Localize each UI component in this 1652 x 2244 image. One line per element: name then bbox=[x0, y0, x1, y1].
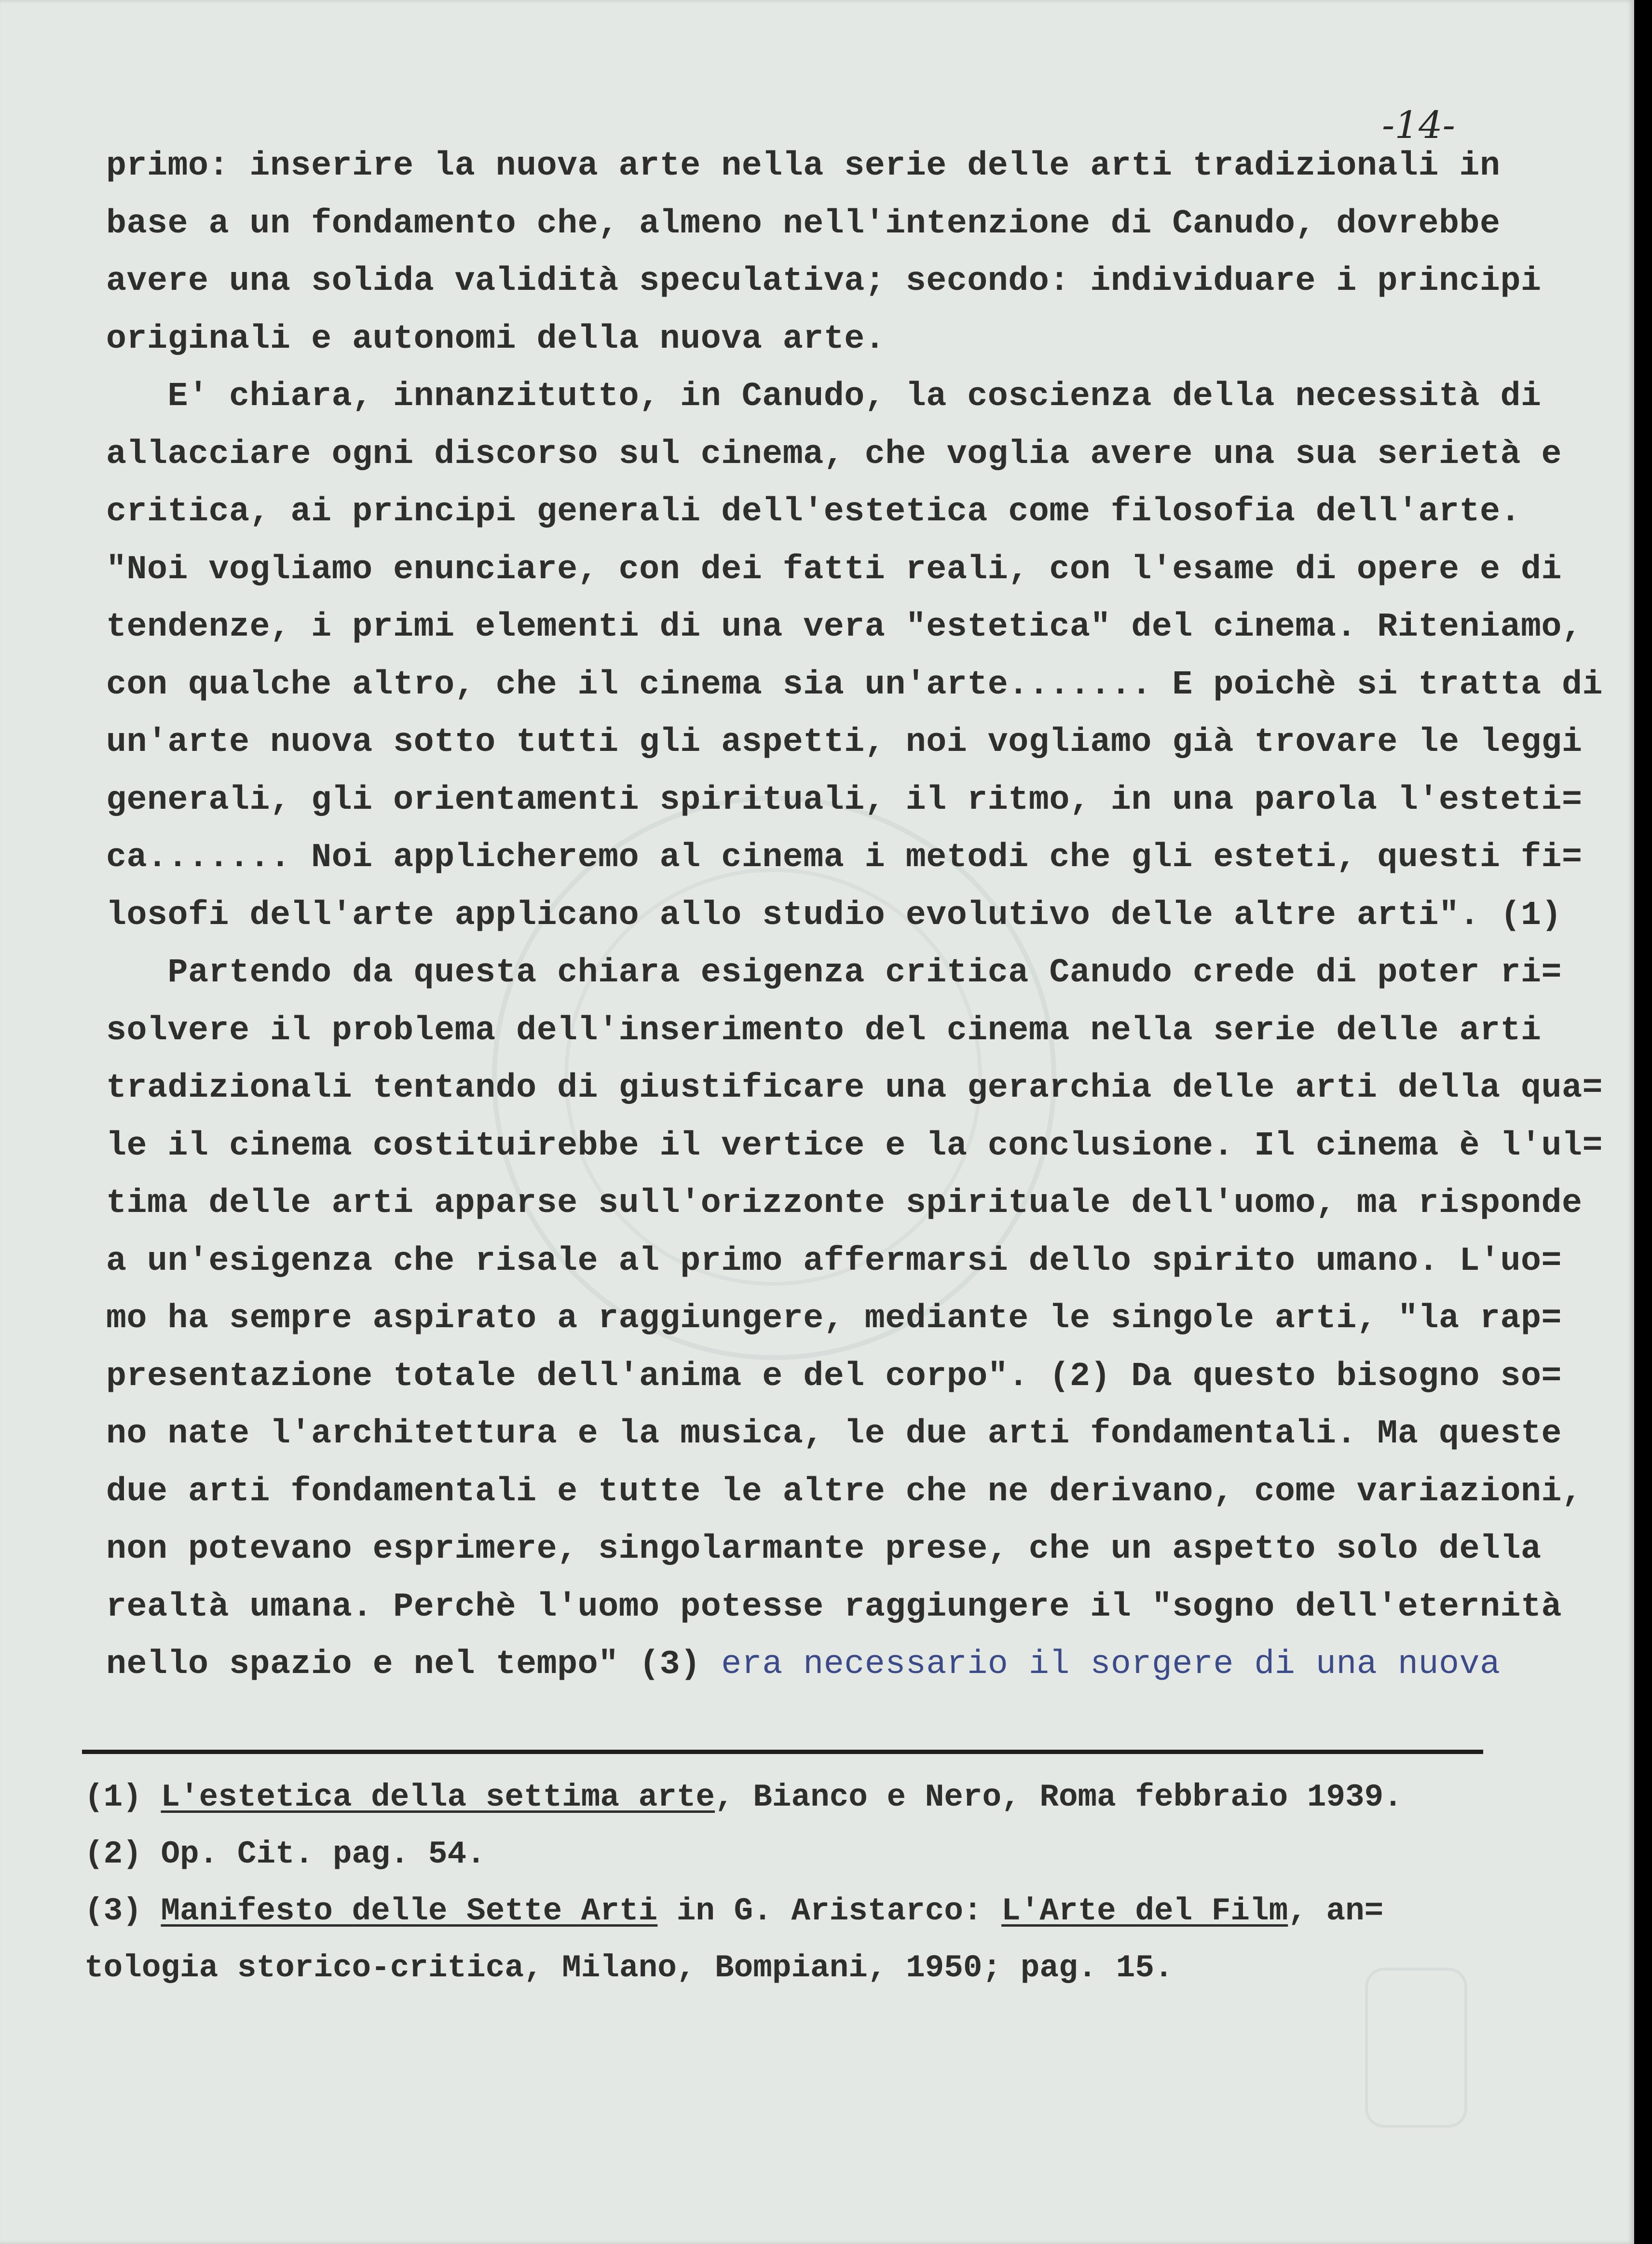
text-line: E' chiara, innanzitutto, in Canudo, la coscienza della necessità di bbox=[106, 378, 1542, 416]
text-line: due arti fondamentali e tutte le altre che ne derivano, come variazioni, bbox=[106, 1472, 1583, 1511]
footnote-marker: (3) bbox=[84, 1893, 161, 1929]
text-line: primo: inserire la nuova arte nella serie delle arti tradizionali in bbox=[106, 147, 1501, 185]
footnotes bbox=[84, 1769, 1483, 1997]
last-line-typed: nello spazio e nel tempo" (3) bbox=[106, 1646, 722, 1684]
footnote-text-2: , an= bbox=[1288, 1893, 1384, 1929]
text-line: generali, gli orientamenti spirituali, il ritmo, in una parola l'esteti= bbox=[106, 781, 1583, 819]
footnote-text: in G. Aristarco: bbox=[657, 1893, 1002, 1929]
footnote-text: , Bianco e Nero, Roma febbraio 1939. bbox=[715, 1779, 1403, 1815]
text-line: ca....... Noi applicheremo al cinema i metodi che gli esteti, questi fi= bbox=[106, 839, 1583, 877]
text-line: a un'esigenza che risale al primo affermarsi dello spirito umano. L'uo= bbox=[106, 1242, 1562, 1280]
text-line: tendenze, i primi elementi di una vera "estetica" del cinema. Riteniamo, bbox=[106, 608, 1583, 646]
footnote-marker: (2) bbox=[84, 1836, 161, 1872]
text-line: tradizionali tentando di giustificare una gerarchia delle arti della qua= bbox=[106, 1069, 1603, 1107]
footnote-title: L'estetica della settima arte bbox=[161, 1779, 715, 1815]
text-line: mo ha sempre aspirato a raggiungere, mediante le singole arti, "la rap= bbox=[106, 1300, 1562, 1338]
text-line: "Noi vogliamo enunciare, con dei fatti reali, con l'esame di opere e di bbox=[106, 550, 1562, 589]
footnote-3 bbox=[84, 1883, 1483, 1940]
text-line: losofi dell'arte applicano allo studio evolutivo delle altre arti". (1) bbox=[106, 896, 1562, 935]
text-line: avere una solida validità speculativa; secondo: individuare i principi bbox=[106, 262, 1542, 300]
text-line: originali e autonomi della nuova arte. bbox=[106, 320, 886, 358]
text-line-last bbox=[106, 1636, 1501, 1694]
text-line: Partendo da questa chiara esigenza critica Canudo crede di poter ri= bbox=[106, 954, 1562, 992]
footnote-divider bbox=[82, 1750, 1483, 1754]
footnote-text: Op. Cit. pag. 54. bbox=[161, 1836, 486, 1872]
text-line: base a un fondamento che, almeno nell'intenzione di Canudo, dovrebbe bbox=[106, 204, 1501, 243]
footnote-1 bbox=[84, 1769, 1483, 1826]
text-line: tima delle arti apparse sull'orizzonte spirituale dell'uomo, ma risponde bbox=[106, 1184, 1583, 1223]
page-number: -14- bbox=[1382, 104, 1455, 147]
text-line: no nate l'architettura e la musica, le due arti fondamentali. Ma queste bbox=[106, 1415, 1562, 1453]
text-line: solvere il problema dell'inserimento del cinema nella serie delle arti bbox=[106, 1011, 1542, 1050]
text-line: realtà umana. Perchè l'uomo potesse raggiungere il "sogno dell'eternità bbox=[106, 1588, 1562, 1626]
text-line: le il cinema costituirebbe il vertice e la conclusione. Il cinema è l'ul= bbox=[106, 1127, 1603, 1165]
last-line-added: era necessario il sorgere di una nuova bbox=[721, 1646, 1501, 1684]
text-line: con qualche altro, che il cinema sia un'arte....... E poichè si tratta di bbox=[106, 666, 1603, 704]
text-line: un'arte nuova sotto tutti gli aspetti, noi vogliamo già trovare le leggi bbox=[106, 723, 1583, 762]
footnote-2 bbox=[84, 1826, 1483, 1883]
footnote-text: tologia storico-critica, Milano, Bompiani, 1950; pag. 15. bbox=[84, 1950, 1174, 1986]
body-text bbox=[106, 137, 1603, 1694]
footnote-marker: (1) bbox=[84, 1779, 161, 1815]
text-line: critica, ai principi generali dell'estetica come filosofia dell'arte. bbox=[106, 493, 1521, 531]
text-line: allacciare ogni discorso sul cinema, che voglia avere una sua serietà e bbox=[106, 435, 1562, 474]
text-line: non potevano esprimere, singolarmante prese, che un aspetto solo della bbox=[106, 1530, 1542, 1568]
footnote-title-2: L'Arte del Film bbox=[1001, 1893, 1288, 1929]
footnote-title: Manifesto delle Sette Arti bbox=[161, 1893, 658, 1929]
footnote-3-continued bbox=[84, 1940, 1483, 1997]
text-line: presentazione totale dell'anima e del corpo". (2) Da questo bisogno so= bbox=[106, 1357, 1562, 1396]
